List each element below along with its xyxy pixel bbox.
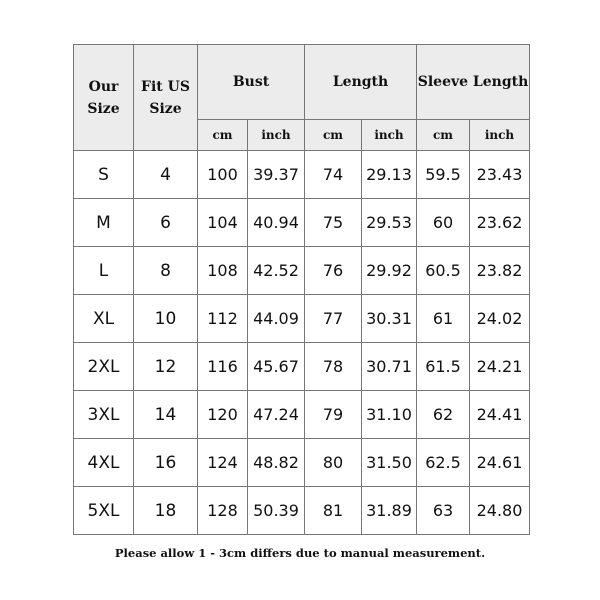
cell-our-size: XL — [74, 295, 134, 343]
cell-sleeve-inch: 24.02 — [470, 295, 530, 343]
table-row — [74, 343, 530, 391]
cell-length-cm: 78 — [305, 343, 362, 391]
header-our-size-line2: Size — [87, 100, 120, 117]
cell-fit-us-size: 8 — [134, 247, 198, 295]
cell-bust-inch: 48.82 — [248, 439, 305, 487]
cell-sleeve-cm: 63 — [417, 487, 470, 535]
table-row — [74, 151, 530, 199]
subheader-length-cm: cm — [305, 120, 362, 151]
cell-sleeve-inch: 24.41 — [470, 391, 530, 439]
cell-sleeve-inch: 24.61 — [470, 439, 530, 487]
cell-bust-inch: 40.94 — [248, 199, 305, 247]
header-bust: Bust — [198, 45, 305, 120]
header-sleeve-length: Sleeve Length — [417, 45, 530, 120]
table-row — [74, 295, 530, 343]
cell-sleeve-inch: 23.62 — [470, 199, 530, 247]
cell-bust-inch: 47.24 — [248, 391, 305, 439]
subheader-sleeve-cm: cm — [417, 120, 470, 151]
cell-length-inch: 30.71 — [362, 343, 417, 391]
subheader-length-inch: inch — [362, 120, 417, 151]
header-our-size-line1: Our — [88, 78, 119, 95]
cell-length-inch: 31.50 — [362, 439, 417, 487]
cell-length-cm: 80 — [305, 439, 362, 487]
cell-our-size: 2XL — [74, 343, 134, 391]
cell-fit-us-size: 6 — [134, 199, 198, 247]
cell-sleeve-cm: 60 — [417, 199, 470, 247]
cell-bust-cm: 128 — [198, 487, 248, 535]
table-row — [74, 247, 530, 295]
cell-length-inch: 29.13 — [362, 151, 417, 199]
cell-bust-cm: 104 — [198, 199, 248, 247]
cell-fit-us-size: 18 — [134, 487, 198, 535]
cell-bust-inch: 50.39 — [248, 487, 305, 535]
cell-our-size: S — [74, 151, 134, 199]
cell-sleeve-cm: 62 — [417, 391, 470, 439]
cell-sleeve-cm: 61.5 — [417, 343, 470, 391]
header-our-size — [74, 45, 134, 151]
cell-length-inch: 31.10 — [362, 391, 417, 439]
table-row — [74, 439, 530, 487]
cell-fit-us-size: 16 — [134, 439, 198, 487]
cell-sleeve-inch: 24.21 — [470, 343, 530, 391]
header-fit-us-size — [134, 45, 198, 151]
measurement-note: Please allow 1 - 3cm differs due to manual measurement. — [114, 546, 486, 560]
subheader-sleeve-inch: inch — [470, 120, 530, 151]
table-row — [74, 487, 530, 535]
cell-bust-inch: 39.37 — [248, 151, 305, 199]
cell-length-cm: 75 — [305, 199, 362, 247]
cell-sleeve-cm: 62.5 — [417, 439, 470, 487]
cell-fit-us-size: 4 — [134, 151, 198, 199]
cell-length-cm: 74 — [305, 151, 362, 199]
cell-fit-us-size: 12 — [134, 343, 198, 391]
cell-bust-cm: 124 — [198, 439, 248, 487]
cell-our-size: M — [74, 199, 134, 247]
header-length: Length — [305, 45, 417, 120]
table-row — [74, 199, 530, 247]
cell-our-size: 4XL — [74, 439, 134, 487]
cell-length-cm: 77 — [305, 295, 362, 343]
cell-bust-cm: 120 — [198, 391, 248, 439]
cell-bust-cm: 116 — [198, 343, 248, 391]
cell-our-size: 5XL — [74, 487, 134, 535]
cell-length-inch: 29.53 — [362, 199, 417, 247]
cell-bust-cm: 100 — [198, 151, 248, 199]
cell-bust-inch: 42.52 — [248, 247, 305, 295]
cell-bust-inch: 45.67 — [248, 343, 305, 391]
cell-bust-inch: 44.09 — [248, 295, 305, 343]
size-chart-table — [73, 44, 530, 535]
cell-length-inch: 29.92 — [362, 247, 417, 295]
cell-length-cm: 79 — [305, 391, 362, 439]
cell-length-inch: 30.31 — [362, 295, 417, 343]
cell-fit-us-size: 14 — [134, 391, 198, 439]
cell-bust-cm: 112 — [198, 295, 248, 343]
cell-sleeve-cm: 60.5 — [417, 247, 470, 295]
cell-fit-us-size: 10 — [134, 295, 198, 343]
header-fit-us-line2: Size — [149, 100, 182, 117]
cell-our-size: L — [74, 247, 134, 295]
cell-length-inch: 31.89 — [362, 487, 417, 535]
cell-sleeve-cm: 61 — [417, 295, 470, 343]
cell-length-cm: 76 — [305, 247, 362, 295]
cell-sleeve-cm: 59.5 — [417, 151, 470, 199]
cell-sleeve-inch: 23.43 — [470, 151, 530, 199]
subheader-bust-cm: cm — [198, 120, 248, 151]
cell-sleeve-inch: 23.82 — [470, 247, 530, 295]
cell-bust-cm: 108 — [198, 247, 248, 295]
header-fit-us-line1: Fit US — [141, 78, 190, 95]
cell-our-size: 3XL — [74, 391, 134, 439]
table-row — [74, 391, 530, 439]
cell-length-cm: 81 — [305, 487, 362, 535]
subheader-bust-inch: inch — [248, 120, 305, 151]
cell-sleeve-inch: 24.80 — [470, 487, 530, 535]
